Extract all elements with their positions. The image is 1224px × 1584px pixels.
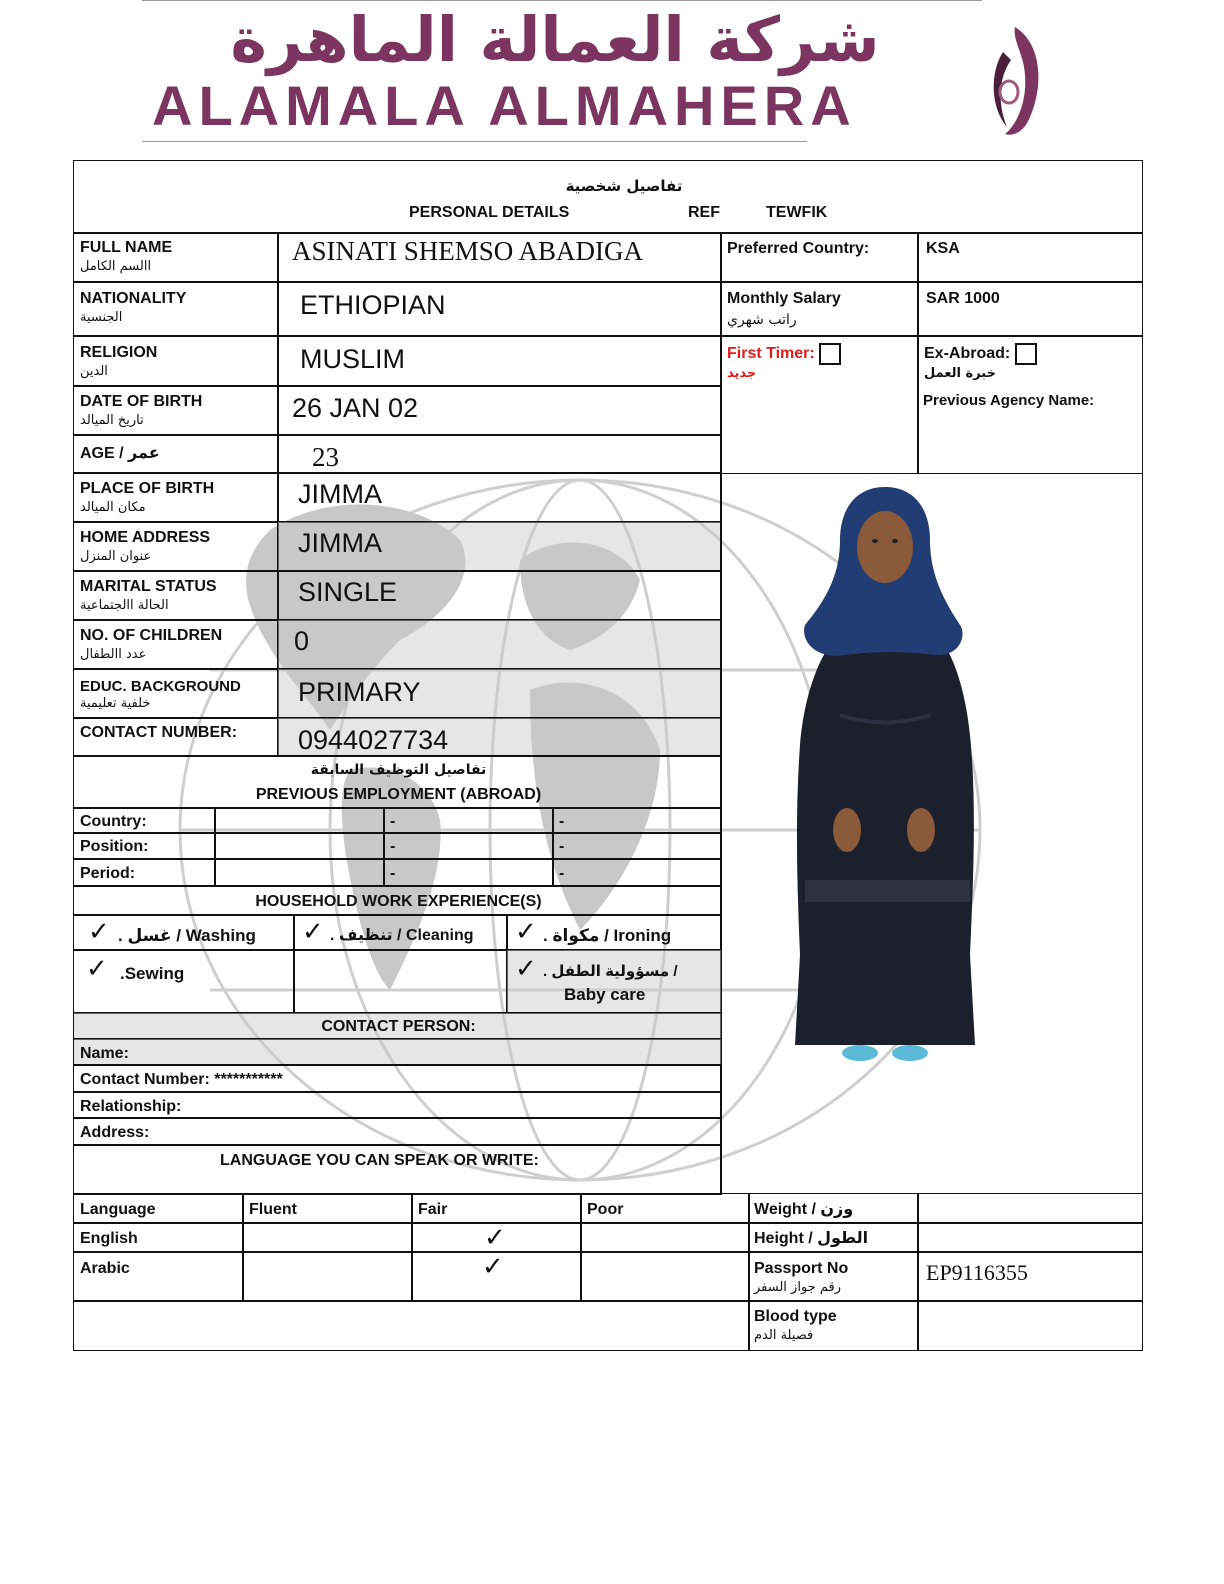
- lang-header-fair-text: Fair: [418, 1201, 448, 1218]
- lang-header-poor-text: Poor: [587, 1201, 624, 1218]
- marital-label-cell: [73, 570, 279, 621]
- ref-value: TEWFIK: [766, 204, 828, 221]
- educ-label-cell: [73, 668, 279, 719]
- prev-position-cell-1: [214, 832, 385, 860]
- lang-english-poor: [580, 1222, 750, 1253]
- passport-label-arabic: رقم جواز السفر: [754, 1280, 841, 1295]
- first-timer-cell: [720, 335, 919, 474]
- height-value-cell: [917, 1222, 1143, 1253]
- salary-label-cell: [720, 281, 919, 337]
- contact-person-title: CONTACT PERSON:: [321, 1018, 476, 1035]
- prev-country-cell-2: [383, 807, 554, 834]
- pob-value-cell: [277, 472, 722, 523]
- first-timer-label-arabic: جديد: [727, 366, 757, 381]
- cp-name-label: Name:: [80, 1045, 129, 1062]
- educ-value-cell: [277, 668, 722, 719]
- full-name-label: FULL NAME: [80, 239, 173, 256]
- prev-period-value-1: -: [390, 865, 396, 882]
- passport-label-cell: [748, 1251, 919, 1302]
- ironing-check-icon: ✓: [515, 917, 537, 947]
- prev-period-cell-2: [383, 858, 554, 887]
- age-value: 23: [312, 442, 339, 472]
- age-value-cell: [277, 434, 722, 474]
- pob-label-cell: [73, 472, 279, 523]
- babycare-label: Baby care: [564, 985, 646, 1004]
- blood-label-cell: [748, 1300, 919, 1351]
- lang-bottom-empty: [73, 1300, 750, 1351]
- full-name-label-cell: [73, 232, 279, 283]
- title-english: PERSONAL DETAILS: [409, 204, 570, 221]
- marital-value: SINGLE: [298, 577, 398, 607]
- marital-label-arabic: الحالة االجتماعية: [80, 598, 169, 613]
- pref-country-value: KSA: [926, 240, 960, 257]
- address-label: HOME ADDRESS: [80, 529, 211, 546]
- prev-country-label-cell: [73, 807, 216, 834]
- company-name-english: ALAMALA ALMAHERA: [152, 74, 857, 137]
- ex-abroad-label-arabic: خبرة العمل: [924, 366, 996, 381]
- address-label-arabic: عنوان المنزل: [80, 549, 152, 564]
- lang-header-poor: [580, 1193, 750, 1224]
- household-empty-cell: [293, 949, 508, 1014]
- nationality-label: NATIONALITY: [80, 290, 187, 307]
- washing-cell: [73, 914, 295, 951]
- prev-position-label: Position:: [80, 838, 149, 855]
- lang-arabic-fair: [411, 1251, 582, 1302]
- company-logo-icon: [985, 22, 1047, 142]
- prev-country-value-1: -: [390, 813, 396, 830]
- salary-label-arabic: راتب شهري: [727, 312, 797, 328]
- passport-value-cell: [917, 1251, 1143, 1302]
- religion-label: RELIGION: [80, 344, 158, 361]
- prev-position-cell-2: [383, 832, 554, 860]
- babycare-check-icon: ✓: [515, 954, 537, 984]
- children-value-cell: [277, 619, 722, 670]
- dob-value-cell: [277, 385, 722, 436]
- ironing-cell: [506, 914, 722, 951]
- ex-abroad-label: Ex-Abroad:: [924, 345, 1011, 363]
- language-title: LANGUAGE YOU CAN SPEAK OR WRITE:: [220, 1152, 539, 1169]
- household-title: HOUSEHOLD WORK EXPERIENCE(S): [255, 893, 542, 910]
- blood-label-arabic: فصيلة الدم: [754, 1328, 814, 1343]
- height-label-cell: [748, 1222, 919, 1253]
- sewing-label: .Sewing: [120, 964, 185, 983]
- children-label-cell: [73, 619, 279, 670]
- prev-period-label: Period:: [80, 865, 136, 882]
- religion-label-arabic: الدين: [80, 364, 108, 379]
- dob-label-cell: [73, 385, 279, 436]
- prev-agency-label: Previous Agency Name:: [923, 392, 1095, 409]
- dob-label: DATE OF BIRTH: [80, 393, 203, 410]
- age-label-cell: [73, 434, 279, 474]
- pob-value: JIMMA: [298, 479, 382, 509]
- prev-employment-header: [73, 755, 722, 809]
- pob-label: PLACE OF BIRTH: [80, 480, 215, 497]
- english-fair-check-icon: ✓: [484, 1223, 506, 1253]
- prev-period-cell-1: [214, 858, 385, 887]
- pref-country-label: Preferred Country:: [727, 240, 870, 257]
- cleaning-cell: [293, 914, 508, 951]
- ref-label: REF: [688, 204, 720, 221]
- lang-header-fluent: [242, 1193, 413, 1224]
- educ-label: EDUC. BACKGROUND: [80, 678, 241, 695]
- full-name-value: ASINATI SHEMSO ABADIGA: [292, 236, 644, 266]
- sewing-check-icon: ✓: [86, 954, 108, 984]
- contact-label-cell: [73, 717, 279, 757]
- lang-english-name: English: [80, 1230, 138, 1247]
- educ-label-arabic: خلفية تعليمية: [80, 696, 151, 711]
- sewing-cell: [73, 949, 295, 1014]
- weight-label: Weight / وزن: [754, 1201, 854, 1218]
- passport-label: Passport No: [754, 1260, 849, 1277]
- pref-country-value-cell: [917, 232, 1143, 283]
- lang-arabic-fluent: [242, 1251, 413, 1302]
- ex-abroad-checkbox[interactable]: [1015, 343, 1037, 365]
- lang-arabic-name: Arabic: [80, 1260, 130, 1277]
- religion-value-cell: [277, 335, 722, 387]
- contact-value-cell: [277, 717, 722, 757]
- nationality-value: ETHIOPIAN: [300, 290, 446, 320]
- cp-relationship-label: Relationship:: [80, 1098, 182, 1115]
- salary-label: Monthly Salary: [727, 290, 841, 307]
- dob-label-arabic: تاريخ الميالد: [80, 413, 144, 428]
- pref-country-label-cell: [720, 232, 919, 283]
- address-label-cell: [73, 521, 279, 572]
- first-timer-checkbox[interactable]: [819, 343, 841, 365]
- dob-value: 26 JAN 02: [292, 393, 419, 423]
- lang-arabic-poor: [580, 1251, 750, 1302]
- prev-position-value-2: -: [559, 838, 565, 855]
- nationality-label-arabic: الجنسية: [80, 310, 123, 325]
- religion-value: MUSLIM: [300, 344, 406, 374]
- contact-person-header: [73, 1012, 722, 1040]
- weight-value-cell: [917, 1193, 1143, 1224]
- address-value: JIMMA: [298, 528, 382, 558]
- contact-value: 0944027734: [298, 725, 449, 755]
- cleaning-label: . تنظيف / Cleaning: [330, 927, 474, 944]
- marital-value-cell: [277, 570, 722, 621]
- blood-value-cell: [917, 1300, 1143, 1351]
- prev-country-cell-3: [552, 807, 722, 834]
- full-name-label-arabic: االسم الكامل: [80, 259, 152, 274]
- educ-value: PRIMARY: [298, 677, 421, 707]
- prev-period-value-2: -: [559, 865, 565, 882]
- cp-number-label: Contact Number: ***********: [80, 1071, 283, 1088]
- prev-country-label: Country:: [80, 813, 147, 830]
- lang-header-fair: [411, 1193, 582, 1224]
- full-name-value-cell: [277, 232, 722, 283]
- language-title-row: [73, 1144, 722, 1195]
- marital-label: MARITAL STATUS: [80, 578, 217, 595]
- cp-number-row: [73, 1064, 722, 1093]
- cp-name-row: [73, 1038, 722, 1066]
- cp-address-label: Address:: [80, 1124, 150, 1141]
- washing-label: . غسل / Washing: [118, 926, 256, 945]
- contact-label: CONTACT NUMBER:: [80, 724, 238, 741]
- ex-abroad-cell: [917, 335, 1143, 474]
- lang-english-fair: [411, 1222, 582, 1253]
- prev-employment-title-arabic: تفاصيل التوظيف السابقة: [310, 762, 487, 778]
- passport-value: EP9116355: [926, 1260, 1028, 1285]
- religion-label-cell: [73, 335, 279, 387]
- company-name-arabic: شركة العمالة الماهرة: [230, 3, 880, 76]
- prev-position-value-1: -: [390, 838, 396, 855]
- nationality-label-cell: [73, 281, 279, 337]
- pob-label-arabic: مكان الميالد: [80, 500, 146, 515]
- salary-value: SAR 1000: [926, 290, 1000, 307]
- weight-label-cell: [748, 1193, 919, 1224]
- cleaning-check-icon: ✓: [302, 917, 324, 947]
- address-value-cell: [277, 521, 722, 572]
- lang-header-language: [73, 1193, 244, 1224]
- children-value: 0: [294, 626, 310, 656]
- arabic-fair-check-icon: ✓: [482, 1252, 504, 1282]
- height-label: Height / الطول: [754, 1230, 869, 1247]
- prev-country-cell-1: [214, 807, 385, 834]
- candidate-photo: [785, 485, 985, 1075]
- lang-arabic-name-cell: [73, 1251, 244, 1302]
- prev-position-cell-3: [552, 832, 722, 860]
- nationality-value-cell: [277, 281, 722, 337]
- lang-english-name-cell: [73, 1222, 244, 1253]
- header-bottom-rule: [142, 141, 807, 142]
- title-arabic: تفاصيل شخصية: [565, 177, 683, 195]
- lang-english-fluent: [242, 1222, 413, 1253]
- prev-employment-title: PREVIOUS EMPLOYMENT (ABROAD): [255, 786, 542, 803]
- lang-header-language-text: Language: [80, 1201, 156, 1218]
- blood-label: Blood type: [754, 1308, 837, 1325]
- prev-country-value-2: -: [559, 813, 565, 830]
- children-label-arabic: عدد االطفال: [80, 647, 147, 662]
- household-header: [73, 885, 722, 916]
- prev-period-cell-3: [552, 858, 722, 887]
- prev-position-label-cell: [73, 832, 216, 860]
- babycare-cell: [506, 949, 722, 1014]
- age-label: AGE / عمر: [80, 445, 160, 462]
- prev-period-label-cell: [73, 858, 216, 887]
- babycare-label-arabic: . مسؤولية الطفل /: [543, 963, 678, 980]
- cp-address-row: [73, 1117, 722, 1146]
- washing-check-icon: ✓: [88, 917, 110, 947]
- lang-header-fluent-text: Fluent: [249, 1201, 297, 1218]
- first-timer-label: First Timer:: [727, 345, 815, 363]
- cp-relationship-row: [73, 1091, 722, 1119]
- ironing-label: . مكواة / Ironing: [543, 926, 672, 945]
- title-box: [73, 160, 1143, 234]
- salary-value-cell: [917, 281, 1143, 337]
- children-label: NO. OF CHILDREN: [80, 627, 223, 644]
